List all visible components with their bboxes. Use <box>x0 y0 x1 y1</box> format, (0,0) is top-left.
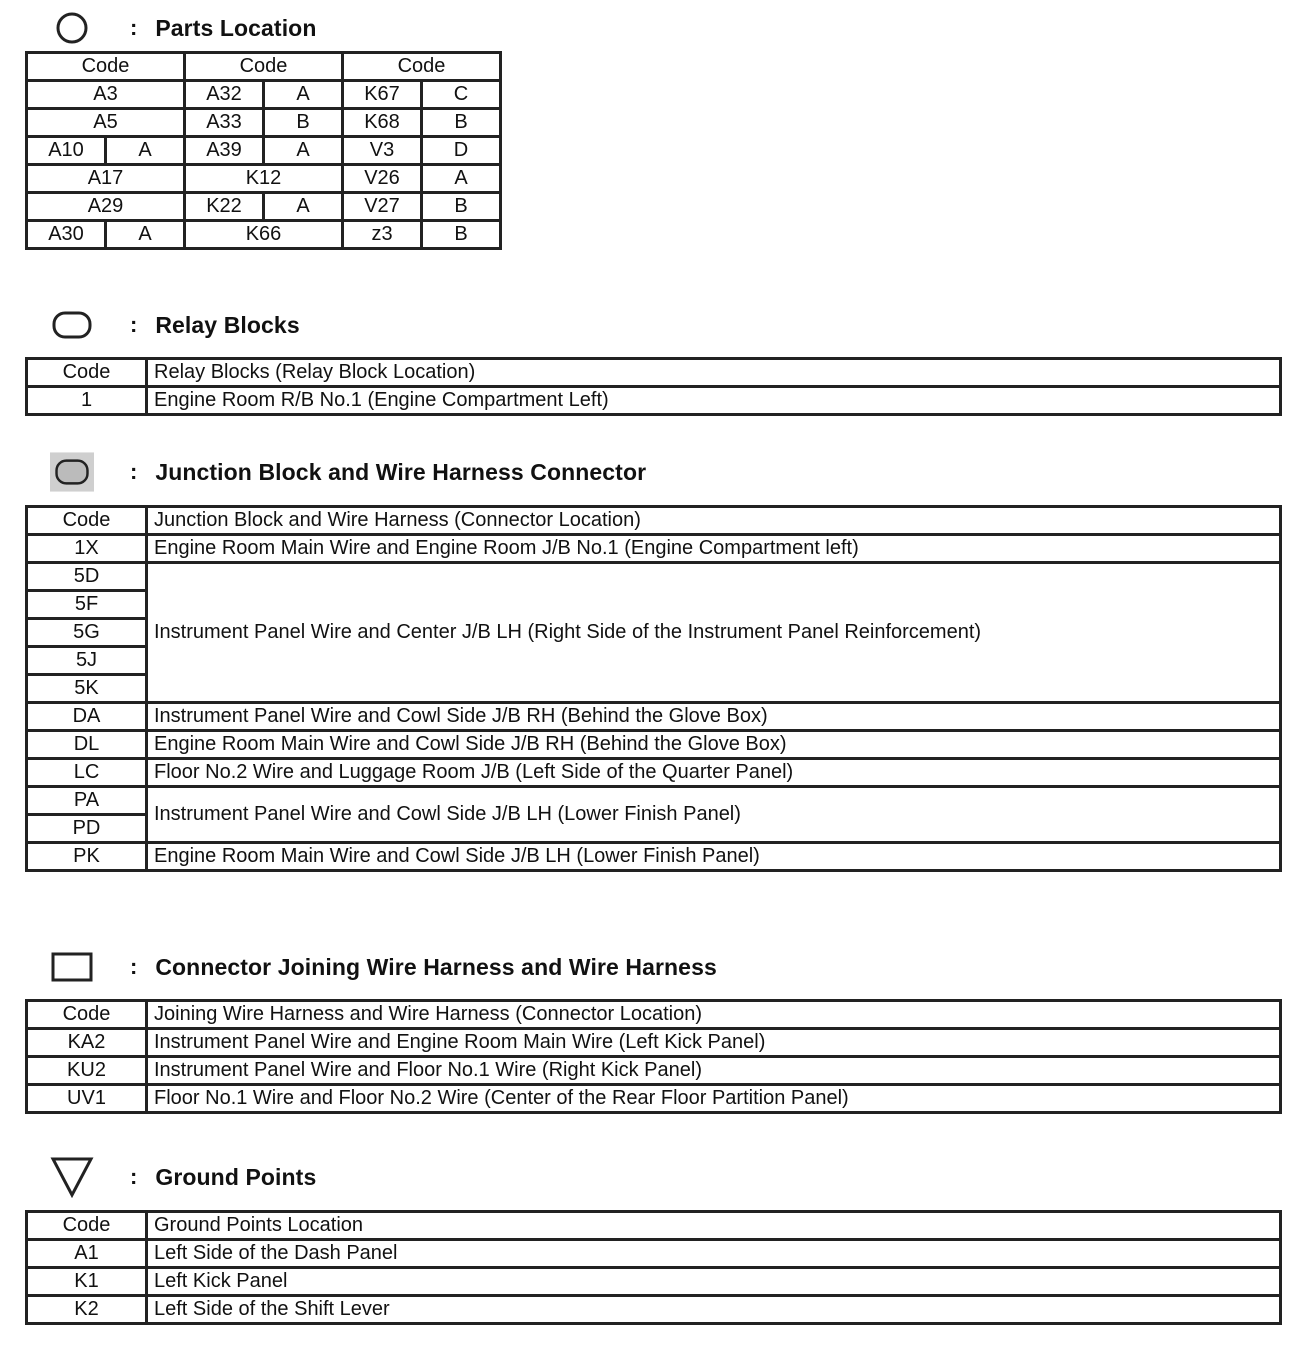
part-code-cell: A32 <box>185 81 264 109</box>
table-row <box>27 1268 1281 1296</box>
code-cell: PD <box>27 815 147 843</box>
parts-location-heading <box>50 8 316 48</box>
code-cell: LC <box>27 759 147 787</box>
code-header-cell: Code <box>185 53 343 81</box>
table-row <box>27 1029 1281 1057</box>
part-code-cell: A <box>106 137 185 165</box>
code-cell: KU2 <box>27 1057 147 1085</box>
part-code-cell: A10 <box>27 137 106 165</box>
code-cell: 1 <box>27 387 147 415</box>
junction-block-heading <box>50 452 646 492</box>
section-title: Parts Location <box>155 14 317 41</box>
part-code-cell: K66 <box>185 221 343 249</box>
table-row <box>27 731 1281 759</box>
location-cell: Floor No.2 Wire and Luggage Room J/B (Left Side of the Quarter Panel) <box>147 759 1281 787</box>
code-cell: 5F <box>27 591 147 619</box>
part-code-cell: V27 <box>343 193 422 221</box>
location-cell: Engine Room Main Wire and Cowl Side J/B LH (Lower Finish Panel) <box>147 843 1281 871</box>
code-cell: PK <box>27 843 147 871</box>
part-code-cell: B <box>422 109 501 137</box>
location-cell: Engine Room R/B No.1 (Engine Compartment Left) <box>147 387 1281 415</box>
part-code-cell: B <box>422 193 501 221</box>
location-cell: Left Side of the Shift Lever <box>147 1296 1281 1324</box>
code-header-cell: Code <box>27 1212 147 1240</box>
table-row <box>27 563 1281 591</box>
table-row <box>27 137 501 165</box>
heading-colon: : <box>130 312 138 337</box>
part-code-cell: A <box>422 165 501 193</box>
part-code-cell: K67 <box>343 81 422 109</box>
part-code-cell: A30 <box>27 221 106 249</box>
table-row <box>27 109 501 137</box>
section-title: Connector Joining Wire Harness and Wire Harness <box>155 953 717 980</box>
table-header-row <box>27 1212 1281 1240</box>
part-code-cell: A17 <box>27 165 185 193</box>
location-cell: Left Side of the Dash Panel <box>147 1240 1281 1268</box>
shaded-rounded-rectangle-icon <box>50 452 94 492</box>
part-code-cell: A <box>264 137 343 165</box>
code-cell: 5J <box>27 647 147 675</box>
code-cell: K2 <box>27 1296 147 1324</box>
table-header-row <box>27 53 501 81</box>
part-code-cell: B <box>264 109 343 137</box>
part-code-cell: K68 <box>343 109 422 137</box>
relay-blocks-table <box>25 357 1282 416</box>
part-code-cell: V3 <box>343 137 422 165</box>
part-code-cell: A29 <box>27 193 185 221</box>
ground-points-table <box>25 1210 1282 1325</box>
code-cell: 1X <box>27 535 147 563</box>
table-row <box>27 1085 1281 1113</box>
table-row <box>27 787 1281 815</box>
connector-joining-table <box>25 999 1282 1114</box>
connector-joining-heading <box>50 947 717 987</box>
part-code-cell: z3 <box>343 221 422 249</box>
part-code-cell: D <box>422 137 501 165</box>
location-header-cell: Junction Block and Wire Harness (Connector Location) <box>147 507 1281 535</box>
code-header-cell: Code <box>343 53 501 81</box>
location-header-cell: Relay Blocks (Relay Block Location) <box>147 359 1281 387</box>
table-row <box>27 1057 1281 1085</box>
circle-outline-icon <box>50 8 94 48</box>
location-cell: Instrument Panel Wire and Engine Room Main Wire (Left Kick Panel) <box>147 1029 1281 1057</box>
table-row <box>27 221 501 249</box>
part-code-cell: A3 <box>27 81 185 109</box>
section-title: Relay Blocks <box>155 311 300 338</box>
relay-blocks-heading <box>50 305 300 345</box>
part-code-cell: A <box>264 81 343 109</box>
location-cell: Instrument Panel Wire and Center J/B LH (Right Side of the Instrument Panel Reinforcement) <box>147 563 1281 703</box>
location-header-cell: Joining Wire Harness and Wire Harness (Connector Location) <box>147 1001 1281 1029</box>
parts-location-table <box>25 51 502 250</box>
code-cell: 5G <box>27 619 147 647</box>
code-header-cell: Code <box>27 1001 147 1029</box>
part-code-cell: B <box>422 221 501 249</box>
part-code-cell: A <box>264 193 343 221</box>
code-cell: DA <box>27 703 147 731</box>
table-header-row <box>27 359 1281 387</box>
heading-colon: : <box>130 1164 138 1189</box>
part-code-cell: A39 <box>185 137 264 165</box>
heading-colon: : <box>130 459 138 484</box>
table-row <box>27 165 501 193</box>
location-cell: Instrument Panel Wire and Cowl Side J/B LH (Lower Finish Panel) <box>147 787 1281 843</box>
part-code-cell: A <box>106 221 185 249</box>
table-row <box>27 535 1281 563</box>
code-cell: PA <box>27 787 147 815</box>
section-title: Ground Points <box>155 1163 317 1190</box>
part-code-cell: V26 <box>343 165 422 193</box>
location-header-cell: Ground Points Location <box>147 1212 1281 1240</box>
table-header-row <box>27 507 1281 535</box>
code-header-cell: Code <box>27 53 185 81</box>
code-cell: 5D <box>27 563 147 591</box>
table-header-row <box>27 1001 1281 1029</box>
table-row <box>27 387 1281 415</box>
location-cell: Engine Room Main Wire and Cowl Side J/B RH (Behind the Glove Box) <box>147 731 1281 759</box>
rounded-rectangle-icon <box>50 305 94 345</box>
location-cell: Instrument Panel Wire and Floor No.1 Wire (Right Kick Panel) <box>147 1057 1281 1085</box>
triangle-down-icon <box>50 1157 94 1197</box>
ground-points-heading <box>50 1157 316 1197</box>
code-cell: 5K <box>27 675 147 703</box>
table-row <box>27 81 501 109</box>
table-row <box>27 193 501 221</box>
code-header-cell: Code <box>27 507 147 535</box>
part-code-cell: A33 <box>185 109 264 137</box>
location-cell: Left Kick Panel <box>147 1268 1281 1296</box>
code-cell: KA2 <box>27 1029 147 1057</box>
part-code-cell: A5 <box>27 109 185 137</box>
code-header-cell: Code <box>27 359 147 387</box>
part-code-cell: K12 <box>185 165 343 193</box>
rectangle-outline-icon <box>50 947 94 987</box>
section-title: Junction Block and Wire Harness Connector <box>155 458 647 485</box>
table-row <box>27 1240 1281 1268</box>
junction-block-table <box>25 505 1282 872</box>
table-row <box>27 759 1281 787</box>
location-cell: Engine Room Main Wire and Engine Room J/B No.1 (Engine Compartment left) <box>147 535 1281 563</box>
table-row <box>27 1296 1281 1324</box>
code-cell: DL <box>27 731 147 759</box>
code-cell: UV1 <box>27 1085 147 1113</box>
location-cell: Floor No.1 Wire and Floor No.2 Wire (Center of the Rear Floor Partition Panel) <box>147 1085 1281 1113</box>
heading-colon: : <box>130 954 138 979</box>
code-cell: A1 <box>27 1240 147 1268</box>
table-row <box>27 703 1281 731</box>
heading-colon: : <box>130 15 138 40</box>
part-code-cell: K22 <box>185 193 264 221</box>
location-cell: Instrument Panel Wire and Cowl Side J/B RH (Behind the Glove Box) <box>147 703 1281 731</box>
part-code-cell: C <box>422 81 501 109</box>
table-row <box>27 843 1281 871</box>
code-cell: K1 <box>27 1268 147 1296</box>
